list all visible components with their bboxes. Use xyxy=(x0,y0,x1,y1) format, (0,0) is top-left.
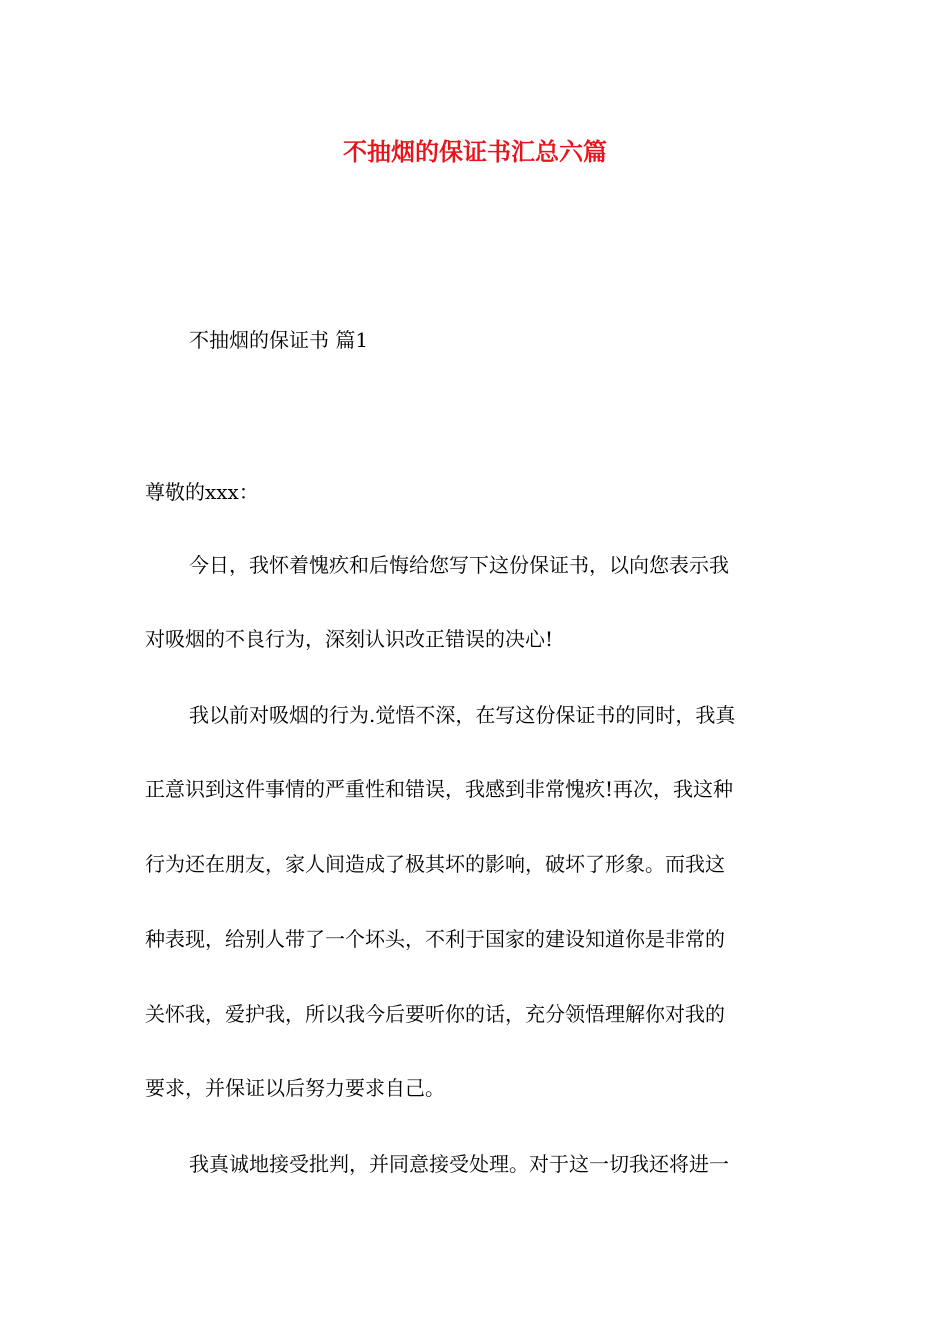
section-heading: 不抽烟的保证书 篇1 xyxy=(189,328,369,352)
paragraph-2-line-6: 要求，并保证以后努力要求自己。 xyxy=(145,1076,445,1100)
paragraph-2-line-5: 关怀我，爱护我，所以我今后要听你的话，充分领悟理解你对我的 xyxy=(145,1002,725,1026)
paragraph-2-line-2: 正意识到这件事情的严重性和错误，我感到非常愧疚!再次，我这种 xyxy=(145,777,734,801)
document-title: 不抽烟的保证书汇总六篇 xyxy=(343,137,607,166)
paragraph-3-line-1: 我真诚地接受批判，并同意接受处理。对于这一切我还将进一 xyxy=(189,1152,729,1176)
paragraph-2-line-3: 行为还在朋友，家人间造成了极其坏的影响，破坏了形象。而我这 xyxy=(145,852,725,876)
paragraph-1-line-2: 对吸烟的不良行为，深刻认识改正错误的决心! xyxy=(145,627,554,651)
salutation: 尊敬的xxx： xyxy=(145,480,259,504)
paragraph-2-line-4: 种表现，给别人带了一个坏头，不利于国家的建设知道你是非常的 xyxy=(145,927,725,951)
paragraph-2-line-1: 我以前对吸烟的行为.觉悟不深，在写这份保证书的同时，我真 xyxy=(189,703,736,727)
paragraph-1-line-1: 今日，我怀着愧疚和后悔给您写下这份保证书，以向您表示我 xyxy=(189,553,729,577)
